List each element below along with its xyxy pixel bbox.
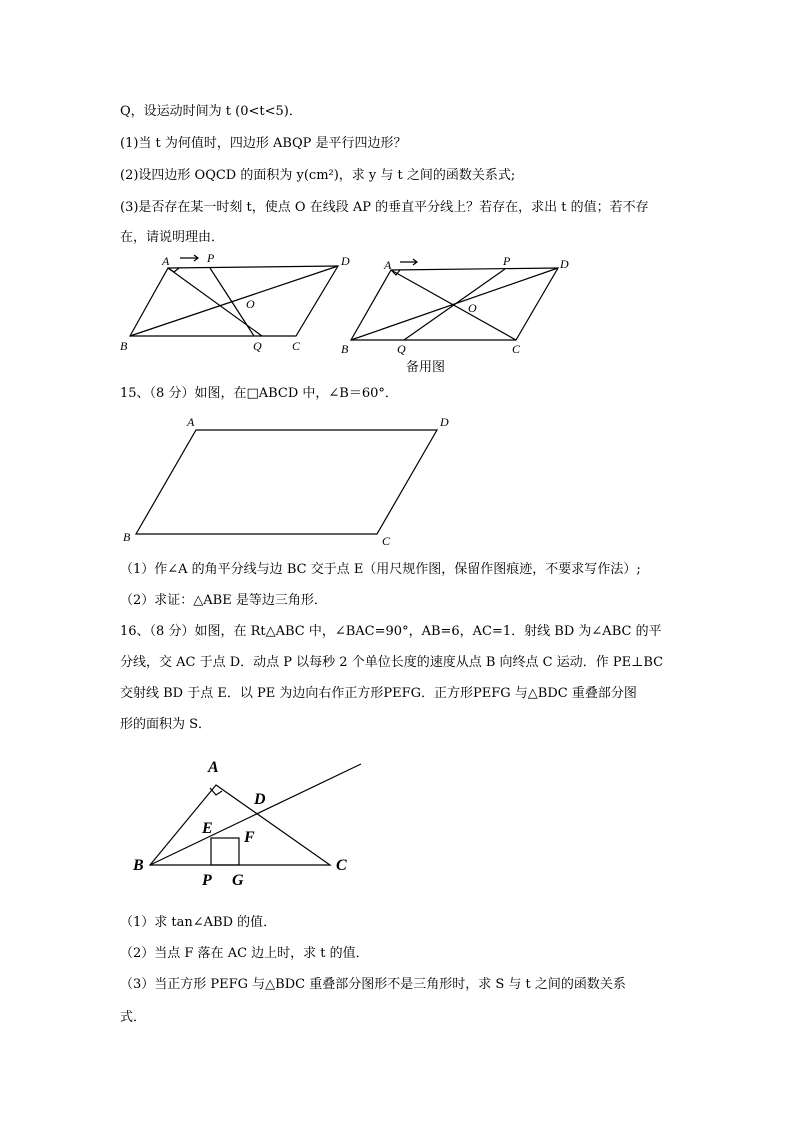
q15-header: 15、（8 分）如图，在□ABCD 中，∠B＝60°． xyxy=(120,386,398,401)
q14-part2: (2)设四边形 OQCD 的面积为 y(cm²)，求 y 与 t 之间的函数关系式; xyxy=(120,168,516,183)
q16-line3: 交射线 BD 于点 E．以 PE 为边向右作正方形PEFG．正方形PEFG 与△BDC 重叠部分图 xyxy=(120,686,637,701)
q16-part3-line1: （3）当正方形 PEFG 与△BDC 重叠部分图形不是三角形时，求 S 与 t 之间的函数关系 xyxy=(120,977,626,992)
q16-part2: （2）当点 F 落在 AC 边上时，求 t 的值． xyxy=(120,946,369,961)
q15-label-b: B xyxy=(123,530,131,544)
q16-label-e: E xyxy=(202,820,213,837)
fig1-label-b: B xyxy=(120,339,128,353)
q16-label-p: P xyxy=(202,872,212,889)
fig2-label-p: P xyxy=(503,254,511,268)
q16-figure xyxy=(150,764,361,865)
q16-line1: 16、（8 分）如图，在 Rt△ABC 中，∠BAC=90°，AB=6，AC=1．射线 BD 为∠ABC 的平 xyxy=(120,624,662,639)
fig1-label-c: C xyxy=(292,339,301,353)
q16-label-a: A xyxy=(208,759,219,776)
q16-line4: 形的面积为 S． xyxy=(120,717,212,732)
fig2-label-d: D xyxy=(560,257,569,271)
fig1-label-p: P xyxy=(207,251,215,265)
q15-figure xyxy=(136,430,437,534)
q15-part2: （2）求证：△ABE 是等边三角形． xyxy=(120,593,327,608)
fig2-label-o: O xyxy=(468,301,477,315)
q16-label-b: B xyxy=(133,857,144,874)
fig1-label-d: D xyxy=(341,254,350,268)
q14-part3-line2: 在，请说明理由． xyxy=(120,230,225,245)
fig1-label-a: A xyxy=(162,254,170,268)
q16-label-f: F xyxy=(244,829,255,846)
q16-label-g: G xyxy=(232,872,244,889)
q14-part3-line1: (3)是否存在某一时刻 t，使点 O 在线段 AP 的垂直平分线上？若存在，求出 t 的值；若不存 xyxy=(120,200,649,215)
q16-label-c: C xyxy=(336,857,347,874)
q16-line2: 分线，交 AC 于点 D．动点 P 以每秒 2 个单位长度的速度从点 B 向终点 C 运动．作 PE⊥BC xyxy=(120,655,664,670)
fig2-label-b: B xyxy=(341,342,349,356)
fig1-label-q: Q xyxy=(253,339,262,353)
q14-figure-2 xyxy=(351,259,558,340)
q16-label-d: D xyxy=(254,791,266,808)
q14-intro: Q，设运动时间为 t (0<t<5)． xyxy=(120,104,302,119)
fig1-label-o: O xyxy=(246,297,255,311)
fig2-label-c: C xyxy=(512,342,521,356)
q15-label-d: D xyxy=(440,415,449,429)
fig2-label-q: Q xyxy=(397,342,406,356)
q15-part1: （1）作∠A 的角平分线与边 BC 交于点 E（用尺规作图，保留作图痕迹，不要求写作法）; xyxy=(120,562,641,577)
fig2-caption: 备用图 xyxy=(406,360,446,375)
q16-part1: （1）求 tan∠ABD 的值． xyxy=(120,915,277,930)
q15-label-a: A xyxy=(187,415,195,429)
fig2-label-a: A xyxy=(384,258,392,272)
q15-label-c: C xyxy=(382,534,391,548)
q16-part3-line2: 式． xyxy=(120,1010,147,1025)
q14-part1: (1)当 t 为何值时，四边形 ABQP 是平行四边形？ xyxy=(120,136,407,151)
